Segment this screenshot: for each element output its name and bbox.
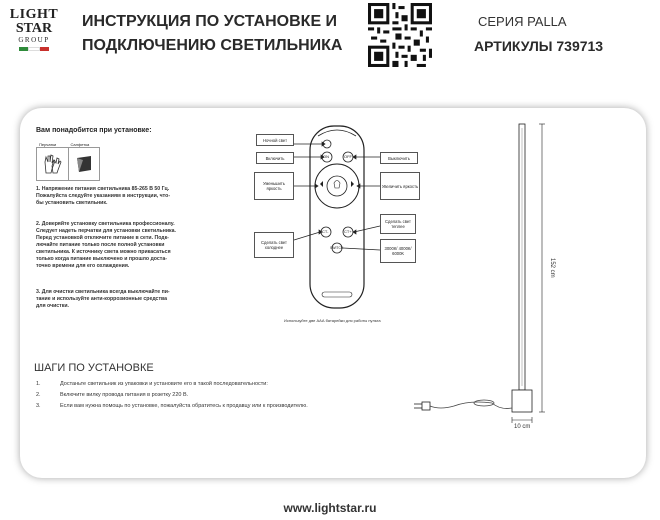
dial-center bbox=[327, 176, 347, 196]
note-2 bbox=[36, 221, 214, 270]
step-number: 1. bbox=[36, 381, 41, 387]
note-2-line: светильника. К источнику света можно прикасаться bbox=[36, 249, 171, 255]
btn-ct-minus-text: CT- bbox=[322, 229, 329, 234]
steps-heading: ШАГИ ПО УСТАНОВКЕ bbox=[34, 362, 154, 374]
label-on: Включить bbox=[256, 152, 294, 164]
tool-gloves-label: Перчатки bbox=[39, 142, 57, 147]
note-1-line: бы установить светильник. bbox=[36, 200, 108, 206]
note-1-line: 1. Напряжение питания светильника 85-265 В 50 Гц. bbox=[36, 186, 170, 192]
note-2-line: только когда питание выключено и прошло доста- bbox=[36, 256, 167, 262]
note-3-line: 3. Для очистки светильника всегда выключайте пи- bbox=[36, 289, 170, 295]
note-2-line: точно времени для его охлаждения. bbox=[36, 263, 130, 269]
logo-line2: STAR bbox=[15, 21, 53, 36]
note-3-line: тание и используйте анти-коррозионные средства bbox=[36, 296, 167, 302]
tool-gloves bbox=[37, 142, 69, 180]
title-line2: ПОДКЛЮЧЕНИЮ СВЕТИЛЬНИКА bbox=[82, 37, 343, 54]
note-1-line: Пожалуйста следуйте указаниям в инструкции, что- bbox=[36, 193, 171, 199]
series-label: СЕРИЯ PALLA bbox=[478, 14, 567, 29]
brand-logo bbox=[8, 8, 60, 51]
label-cct: 3000К/ 4000К/ 6000К bbox=[380, 239, 416, 263]
title-line1: ИНСТРУКЦИЯ ПО УСТАНОВКЕ И bbox=[82, 13, 338, 30]
tools-box bbox=[36, 142, 100, 181]
lamp-drawing bbox=[400, 118, 560, 438]
note-3 bbox=[36, 289, 214, 310]
btn-ct-plus-text: CT+ bbox=[344, 229, 352, 234]
qr-code-icon bbox=[368, 3, 432, 67]
battery-note: Используйте две ААА батарейки для работы пульта bbox=[284, 318, 381, 323]
tool-napkin-label: Салфетка bbox=[70, 142, 90, 147]
height-dimension: 152 cm bbox=[549, 258, 555, 278]
step-number: 2. bbox=[36, 392, 41, 398]
label-cold: Сделать свет холоднее bbox=[254, 232, 294, 258]
logo-line3: GROUP bbox=[18, 36, 50, 44]
requirements-heading: Вам понадобится при установке: bbox=[36, 127, 152, 134]
step-text: Достаньте светильник из упаковки и установите его в такой последовательности: bbox=[60, 381, 268, 387]
plug-icon bbox=[422, 402, 430, 410]
btn-on-text: ON bbox=[323, 154, 329, 159]
btn-switch-text: SWITCH bbox=[330, 246, 344, 250]
label-dimmer: Уменьшить яркость bbox=[254, 172, 294, 200]
label-warm: Сделать свет теплее bbox=[380, 214, 416, 234]
page-title bbox=[82, 10, 342, 58]
step-number: 3. bbox=[36, 403, 41, 409]
width-dimension: 10 cm bbox=[514, 424, 531, 430]
note-3-line: для очистки. bbox=[36, 303, 69, 309]
label-night: Ночной свет bbox=[256, 134, 294, 146]
power-cord bbox=[430, 402, 512, 408]
step-text: Если вам нужна помощь по установке, пожалуйста обратитесь к продавцу или к производителю. bbox=[60, 403, 308, 409]
note-2-line: 2. Доверяйте установку светильника профессионалу. bbox=[36, 221, 175, 227]
note-2-line: Перед установкой отключите питание в сети. Подк- bbox=[36, 235, 169, 241]
remote-body bbox=[310, 126, 364, 308]
btn-off-text: OFF bbox=[344, 154, 352, 159]
italy-flag-icon bbox=[19, 47, 49, 51]
note-1 bbox=[36, 186, 214, 207]
label-off: Выключить bbox=[380, 152, 418, 164]
napkin-icon bbox=[69, 148, 99, 178]
tool-napkin bbox=[69, 142, 100, 180]
lamp-base bbox=[512, 390, 532, 412]
note-2-line: лючайте питание только после полной установки bbox=[36, 242, 165, 248]
logo-line1: LIGHT bbox=[9, 7, 59, 22]
gloves-icon bbox=[37, 148, 67, 178]
label-brighter: Увеличить яркость bbox=[380, 172, 420, 200]
note-2-line: Следует надеть перчатки для установки светильника. bbox=[36, 228, 176, 234]
step-text: Включите вилку провода питания в розетку 220 В. bbox=[60, 392, 189, 398]
footer-url[interactable]: www.lightstar.ru bbox=[283, 501, 377, 515]
article-label: АРТИКУЛЫ 739713 bbox=[474, 38, 604, 54]
